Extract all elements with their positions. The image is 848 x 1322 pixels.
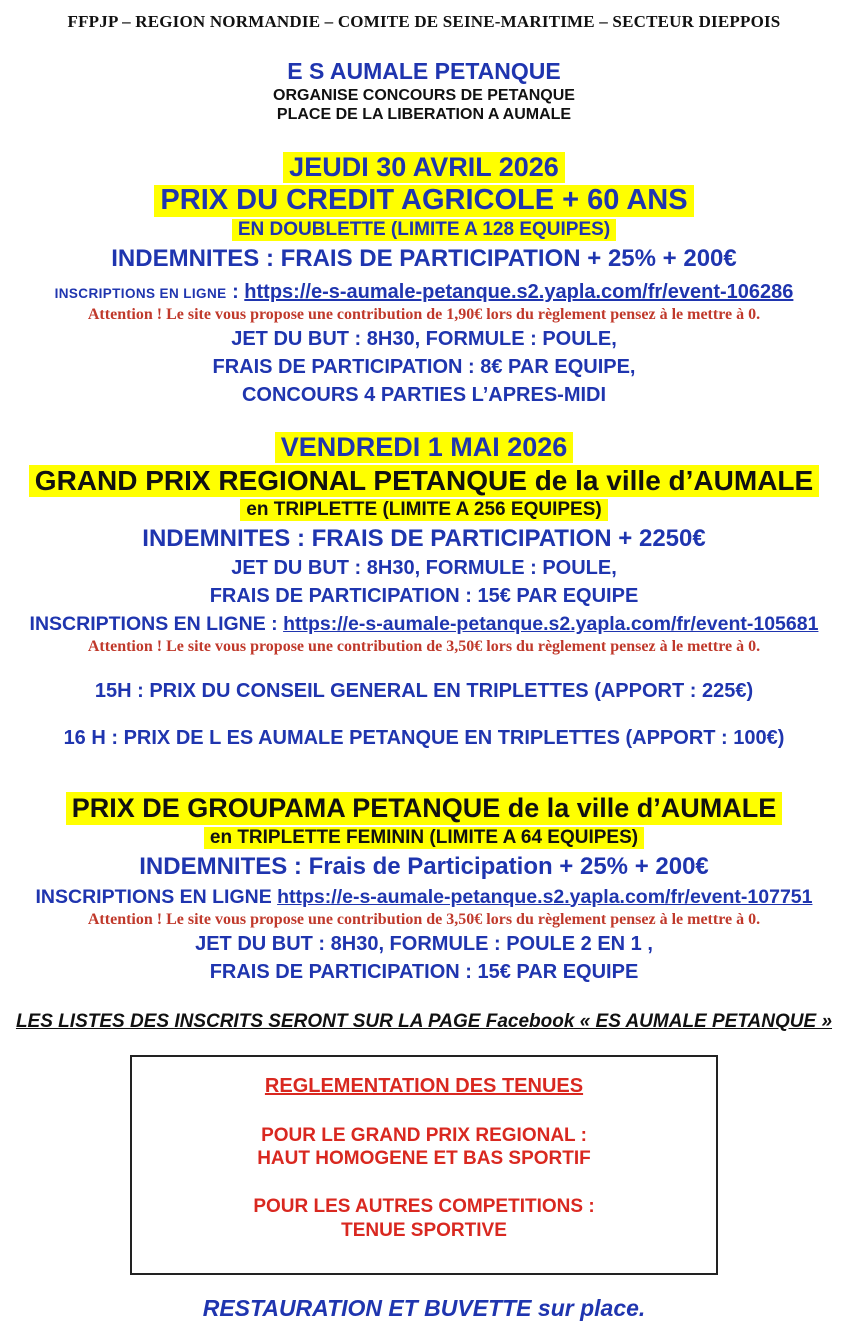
event3-indemnites: INDEMNITES : Frais de Participation + 25% + 200€ [139, 852, 709, 880]
restauration-note: RESTAURATION ET BUVETTE sur place. [202, 1294, 646, 1321]
event1-date-highlight: JEUDI 30 AVRIL 2026 [283, 152, 565, 183]
event1-detail-jet: JET DU BUT : 8H30, FORMULE : POULE, [231, 327, 617, 350]
event1-date [0, 152, 848, 183]
event2-format: en TRIPLETTE (LIMITE A 256 EQUIPES) [0, 499, 848, 521]
event2-inscription-link[interactable]: https://e-s-aumale-petanque.s2.yapla.com/fr/event-105681 [283, 613, 819, 636]
event1-inscriptions-sep: : [226, 280, 245, 303]
event2-inscriptions-label: INSCRIPTIONS EN LIGNE : [29, 613, 284, 636]
tenues-line-grand-prix: POUR LE GRAND PRIX REGIONAL : [261, 1124, 587, 1146]
event2-detail-frais: FRAIS DE PARTICIPATION : 15€ PAR EQUIPE [209, 585, 639, 608]
event2-date [0, 432, 848, 463]
event1-detail-concours: CONCOURS 4 PARTIES L’APRES-MIDI [241, 383, 607, 406]
event1-attention-note: Attention ! Le site vous propose une contribution de 1,90€ lors du règlement pensez à le mettre à 0. [87, 305, 761, 323]
event1-detail-frais: FRAIS DE PARTICIPATION : 8€ PAR EQUIPE, [212, 355, 636, 378]
event3-title: PRIX DE GROUPAMA PETANQUE de la ville d’AUMALE [0, 792, 848, 824]
event1-inscriptions-line [0, 281, 848, 304]
event1-format: EN DOUBLETTE (LIMITE A 128 EQUIPES) [0, 219, 848, 241]
event1-indemnites: INDEMNITES : FRAIS DE PARTICIPATION + 25% + 200€ [111, 244, 737, 272]
event3-inscriptions-line [0, 886, 848, 909]
place-line: PLACE DE LA LIBERATION A AUMALE [276, 106, 572, 123]
event3-format: en TRIPLETTE FEMININ (LIMITE A 64 EQUIPES) [0, 827, 848, 849]
tenues-title: REGLEMENTATION DES TENUES [264, 1074, 584, 1097]
event2-subprize-15h: 15H : PRIX DU CONSEIL GENERAL EN TRIPLETTES (APPORT : 225€) [94, 680, 754, 703]
event2-subprize-16h: 16 H : PRIX DE L ES AUMALE PETANQUE EN TRIPLETTES (APPORT : 100€) [63, 727, 785, 750]
section-jeudi [0, 152, 848, 408]
event2-detail-jet: JET DU BUT : 8H30, FORMULE : POULE, [231, 557, 617, 580]
event1-title: PRIX DU CREDIT AGRICOLE + 60 ANS [0, 185, 848, 217]
event3-inscriptions-label: INSCRIPTIONS EN LIGNE [35, 885, 278, 908]
event2-indemnites: INDEMNITES : FRAIS DE PARTICIPATION + 2250€ [142, 525, 706, 553]
event3-attention-note: Attention ! Le site vous propose une contribution de 3,50€ lors du règlement pensez à le mettre à 0. [87, 910, 761, 928]
section-groupama [0, 792, 848, 984]
organise-line: ORGANISE CONCOURS DE PETANQUE [273, 87, 575, 104]
event1-inscription-link[interactable]: https://e-s-aumale-petanque.s2.yapla.com/fr/event-106286 [244, 280, 794, 303]
event2-date-highlight: VENDREDI 1 MAI 2026 [275, 432, 574, 463]
tenues-spacer [142, 1171, 706, 1195]
tenues-line-haut-homogene: HAUT HOMOGENE ET BAS SPORTIF [257, 1148, 591, 1170]
event1-inscriptions-label: INSCRIPTIONS EN LIGNE [54, 285, 227, 301]
event3-detail-jet: JET DU BUT : 8H30, FORMULE : POULE 2 EN 1 , [195, 932, 653, 955]
event2-title: GRAND PRIX REGIONAL PETANQUE de la ville d’AUMALE [0, 465, 848, 497]
federation-header: FFPJP – REGION NORMANDIE – COMITE DE SEINE-MARITIME – SECTEUR DIEPPOIS [67, 12, 781, 31]
event3-inscription-link[interactable]: https://e-s-aumale-petanque.s2.yapla.com/fr/event-107751 [277, 885, 813, 908]
section-vendredi [0, 432, 848, 750]
tenues-box [130, 1055, 718, 1275]
facebook-note: LES LISTES DES INSCRITS SERONT SUR LA PAGE Facebook « ES AUMALE PETANQUE » [15, 1010, 833, 1032]
tenues-line-autres-competitions: POUR LES AUTRES COMPETITIONS : [253, 1196, 595, 1218]
event2-inscriptions-line [0, 613, 848, 636]
club-name: E S AUMALE PETANQUE [287, 58, 561, 84]
tenues-line-tenue-sportive: TENUE SPORTIVE [341, 1219, 507, 1241]
event3-detail-frais: FRAIS DE PARTICIPATION : 15€ PAR EQUIPE [209, 960, 639, 983]
event2-attention-note: Attention ! Le site vous propose une contribution de 3,50€ lors du règlement pensez à le mettre à 0. [87, 638, 761, 656]
